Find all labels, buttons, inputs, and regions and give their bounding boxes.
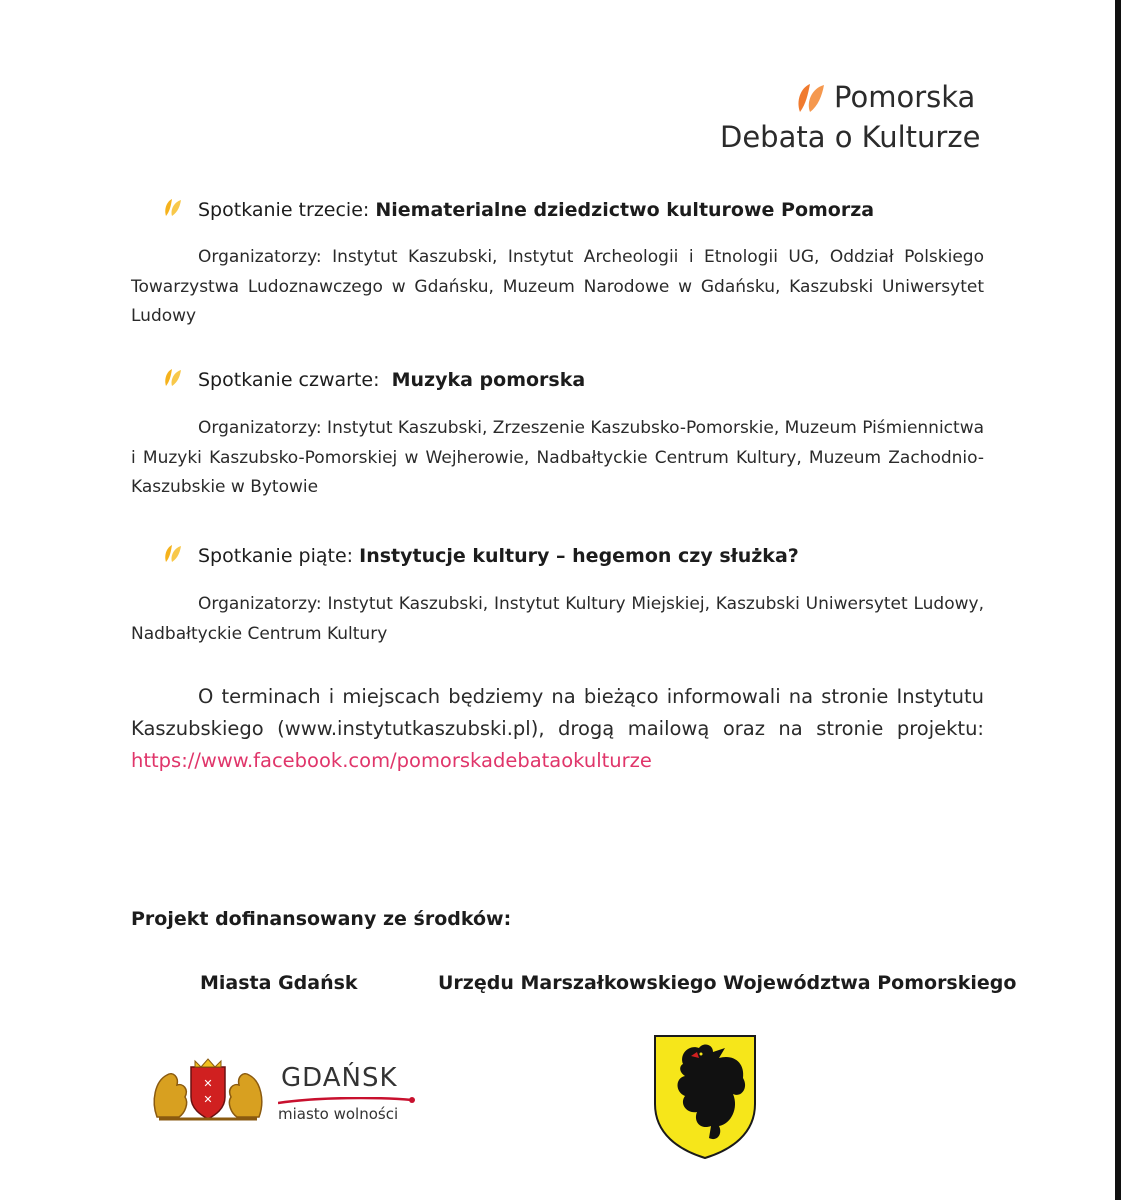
leaf-bullet-icon <box>163 544 183 564</box>
leaf-bullet-icon <box>163 368 183 388</box>
gdansk-logo-word: GDAŃSK <box>281 1063 398 1093</box>
meeting-title: Niematerialne dziedzictwo kulturowe Pomorza <box>375 199 875 221</box>
gdansk-coat-of-arms-icon <box>149 1057 267 1123</box>
leaf-bullet-icon <box>163 198 183 218</box>
facebook-link[interactable]: https://www.facebook.com/pomorskadebataokulturze <box>131 749 652 772</box>
meeting-title: Muzyka pomorska <box>391 369 586 391</box>
meeting-title: Instytucje kultury – hegemon czy służka? <box>359 545 799 567</box>
info-paragraph <box>131 681 984 777</box>
meeting-prefix: Spotkanie piąte: <box>198 545 360 567</box>
sponsor-gdansk-label: Miasta Gdańsk <box>200 972 358 994</box>
pomorskie-griffin-crest-icon <box>653 1034 757 1160</box>
pomorska-debata-logo <box>720 78 980 158</box>
gdansk-swoosh-icon <box>278 1097 416 1105</box>
meeting-heading <box>198 368 585 392</box>
meeting-heading <box>198 198 874 222</box>
leaf-logo-icon <box>794 82 828 116</box>
page-edge-bar <box>1115 0 1121 1200</box>
sponsor-pomorskie-label: Urzędu Marszałkowskiego Województwa Pomorskiego <box>438 972 1017 994</box>
meeting-heading <box>198 544 799 568</box>
logo-line-1: Pomorska <box>834 80 976 114</box>
funding-heading: Projekt dofinansowany ze środków: <box>131 908 512 930</box>
svg-text:✕: ✕ <box>203 1077 213 1090</box>
meeting-organizers: Organizatorzy: Instytut Kaszubski, Instytut Archeologii i Etnologii UG, Oddział Polskiego Towarzystwa Ludoznawczego w Gdańsku, Muzeum Narodowe w Gdańsku, Kaszubski Uniwersytet Ludowy <box>131 247 984 326</box>
gdansk-logo-sub: miasto wolności <box>278 1105 399 1123</box>
meeting-organizers: Organizatorzy: Instytut Kaszubski, Instytut Kultury Miejskiej, Kaszubski Uniwersytet Ludowy, Nadbałtyckie Centrum Kultury <box>131 594 984 644</box>
gdansk-logo <box>131 1035 436 1155</box>
meeting-organizers: Organizatorzy: Instytut Kaszubski, Zrzeszenie Kaszubsko-Pomorskie, Muzeum Piśmiennictwa i Muzyki Kaszubsko-Pomorskiej w Wejherowie, Nadbałtyckie Centrum Kultury, Muzeum Zachodnio-Kaszubskie w Bytowie <box>131 418 985 497</box>
info-text: O terminach i miejscach będziemy na bieżąco informowali na stronie Instytutu Kaszubskiego (www.instytutkaszubski.pl), drogą mailową oraz na stronie projektu: <box>131 685 984 740</box>
svg-text:✕: ✕ <box>203 1093 213 1106</box>
meeting-prefix: Spotkanie czwarte: <box>198 369 392 391</box>
logo-line-2: Debata o Kulturze <box>720 120 981 154</box>
meeting-prefix: Spotkanie trzecie: <box>198 199 376 221</box>
